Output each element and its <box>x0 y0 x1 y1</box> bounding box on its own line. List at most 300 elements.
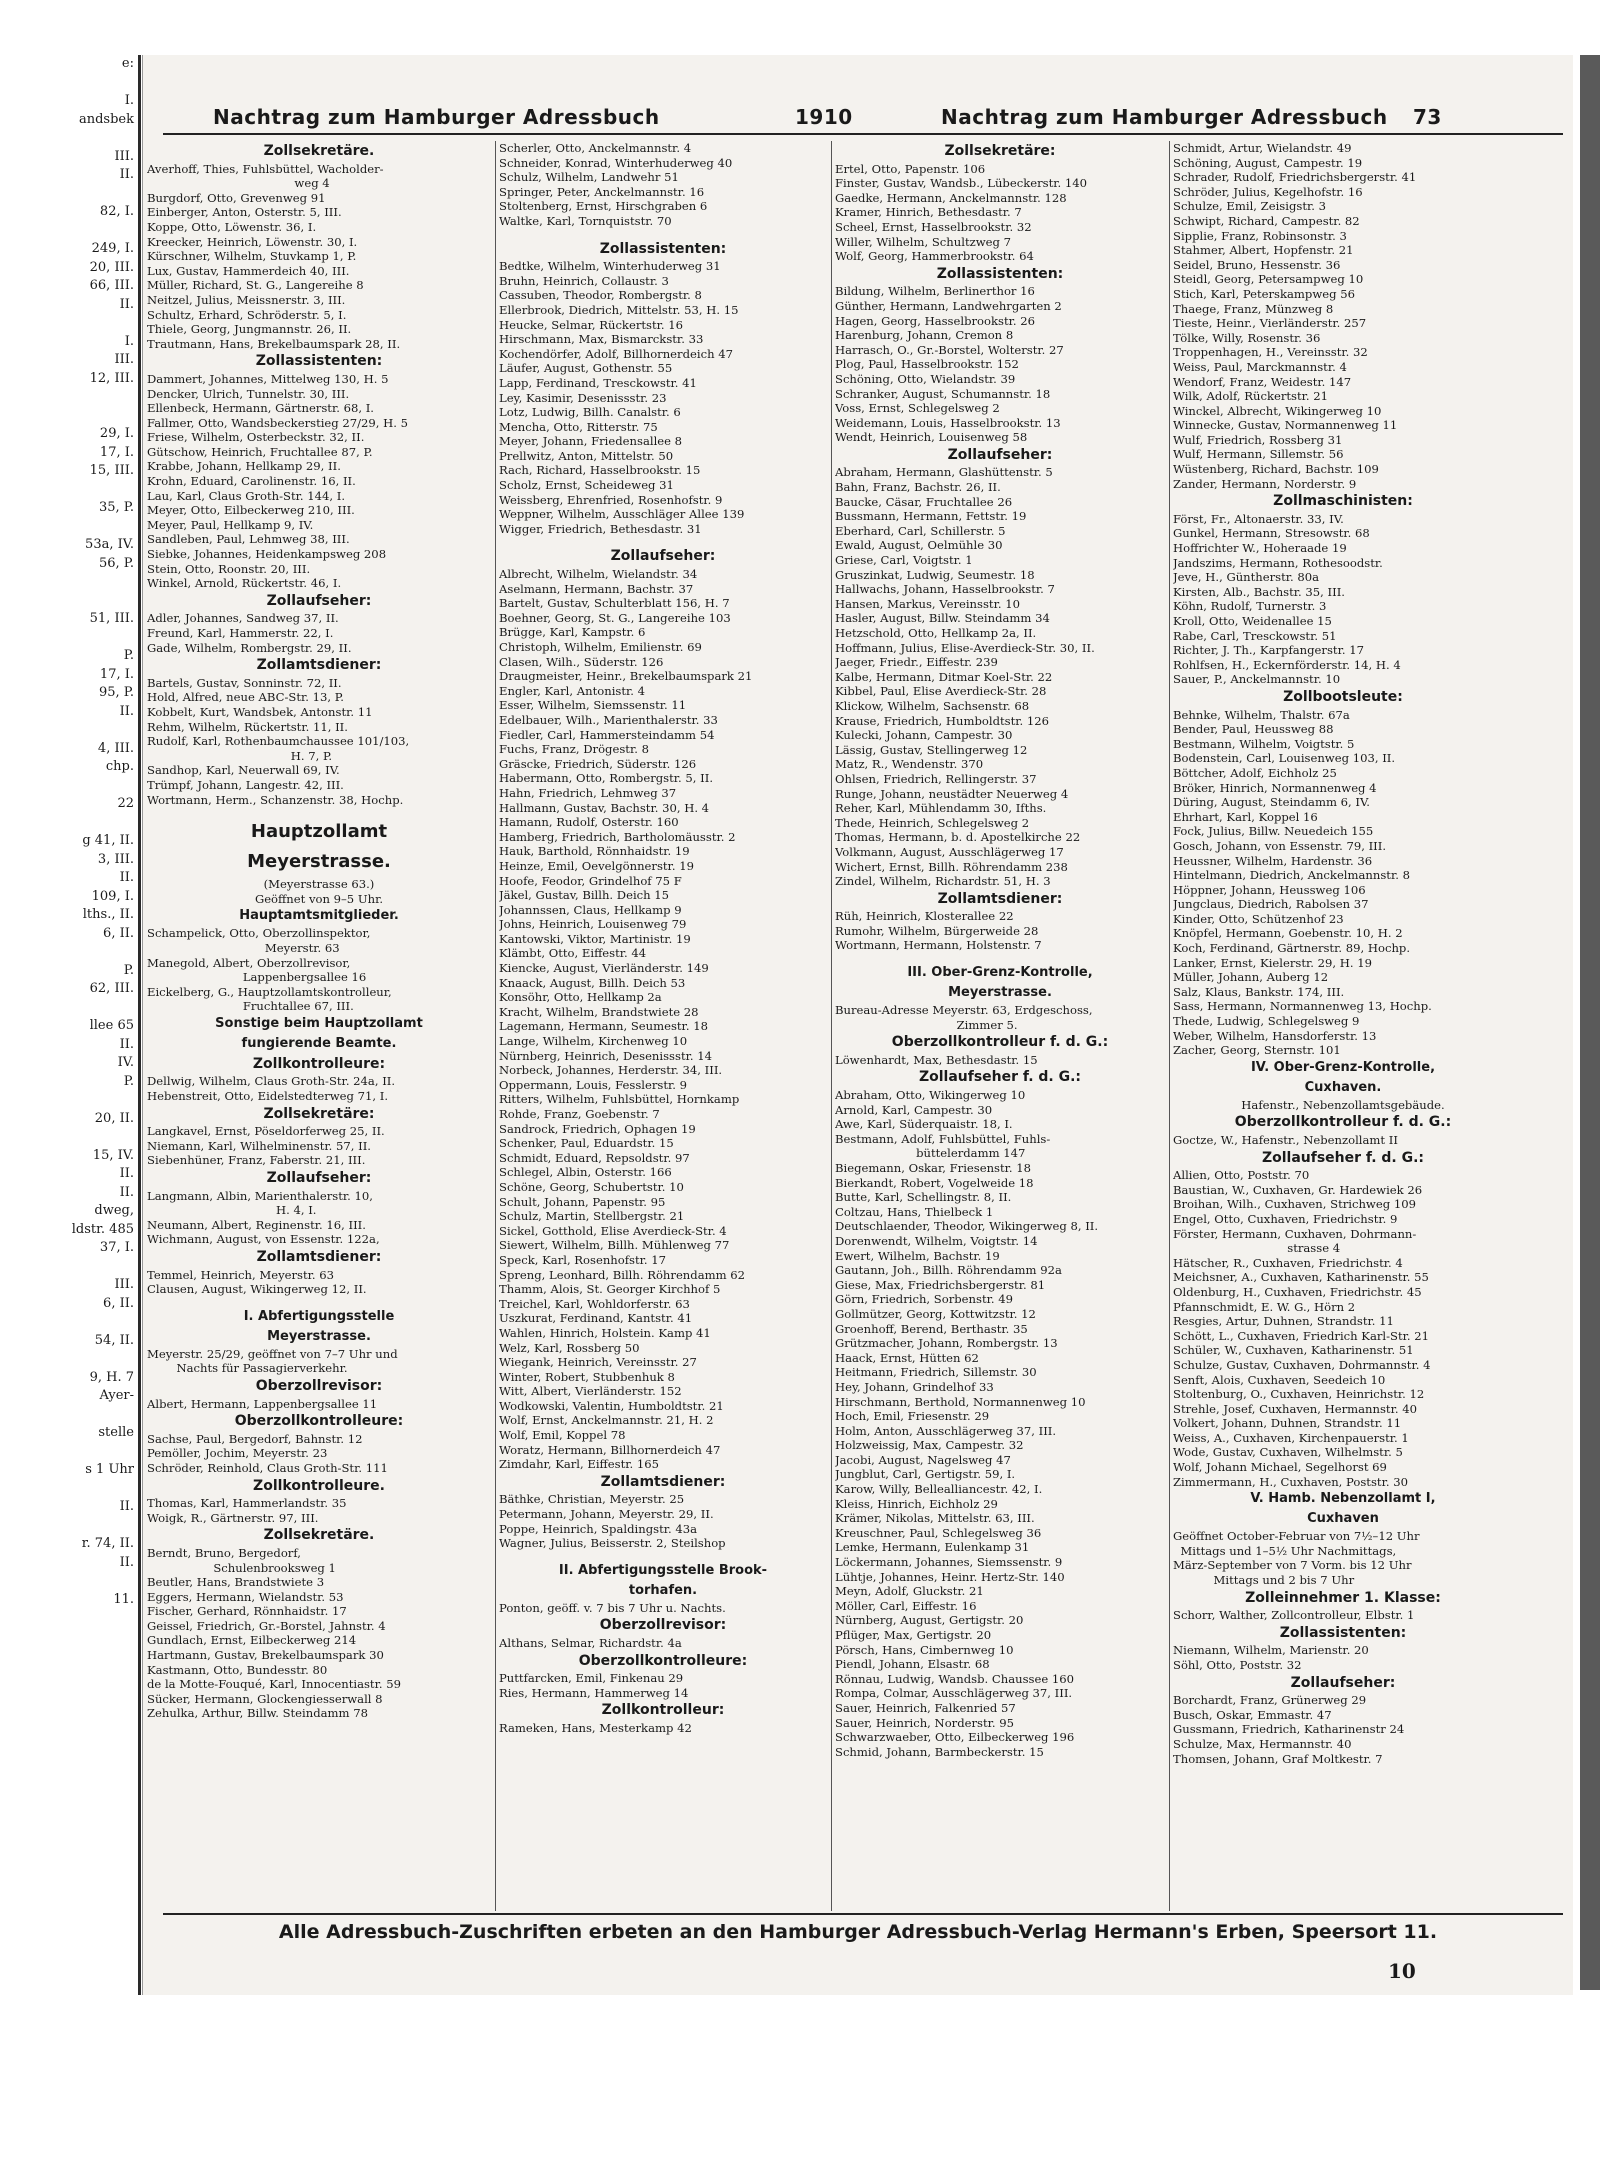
entry-line: Wiegank, Heinrich, Vereinsstr. 27 <box>499 1355 697 1370</box>
entry-line: Weissberg, Ehrenfried, Rosenhofstr. 9 <box>499 492 723 507</box>
margin-fragment <box>0 481 138 500</box>
entry-line: Sass, Hermann, Normannenweg 13, Hochp. <box>1173 999 1432 1014</box>
footer-notice: Alle Adressbuch-Zuschriften erbeten an den Hamburger Adressbuch-Verlag Hermann's Erben, Speersort 11. <box>278 1921 1438 1943</box>
spacer <box>147 807 491 817</box>
entry-line: Harrasch, O., Gr.-Borstel, Wolterstr. 27 <box>835 342 1064 357</box>
entry-line: Eickelberg, G., Hauptzollamtskontrolleur, <box>147 984 392 999</box>
entry-line: Christoph, Wilhelm, Emilienstr. 69 <box>499 640 702 654</box>
entry-line: Bestmann, Adolf, Fuhlsbüttel, Fuhls- <box>835 1131 1051 1146</box>
entry-line: Allien, Otto, Poststr. 70 <box>1173 1168 1310 1183</box>
entry-line: Meyer, Otto, Eilbeckerweg 210, III. <box>147 503 355 518</box>
entry-line: Gundlach, Ernst, Eilbeckerweg 214 <box>147 1633 357 1648</box>
margin-fragment <box>0 814 138 833</box>
margin-fragment: s 1 Uhr <box>85 1462 134 1477</box>
entry-line: Bureau-Adresse Meyerstr. 63, Erdgeschoss, <box>835 1003 1093 1018</box>
section-heading: Zolleinnehmer 1. Klasse: <box>1245 1589 1441 1606</box>
entry-line: Gosch, Johann, von Essenstr. 79, III. <box>1173 838 1387 853</box>
section-heading: IV. Ober-Grenz-Kontrolle, <box>1250 1059 1436 1075</box>
margin-fragment <box>0 388 138 407</box>
margin-fragment: 56, P. <box>98 555 134 571</box>
entry-line: Manegold, Albert, Oberzollrevisor, <box>147 955 351 970</box>
entry-line: Hetzschold, Otto, Hellkamp 2a, II. <box>835 626 1037 640</box>
entry-line: Bahn, Franz, Bachstr. 26, II. <box>835 480 1001 495</box>
section-heading: Zollaufseher: <box>947 446 1053 463</box>
entry-line: Mencha, Otto, Ritterstr. 75 <box>499 419 658 434</box>
entry-line: Krause, Friedrich, Humboldtstr. 126 <box>835 713 1050 728</box>
section-heading: Zollsekretäre. <box>263 1527 375 1544</box>
entry-line: Aselmann, Hermann, Bachstr. 37 <box>499 581 694 596</box>
entry-line: Lapp, Ferdinand, Tresckowstr. 41 <box>499 375 697 390</box>
entry-line: Sickel, Gotthold, Elise Averdieck-Str. 4 <box>499 1223 727 1238</box>
entry-line: Thomas, Hermann, b. d. Apostelkirche 22 <box>835 830 1081 845</box>
entry-line: Giese, Max, Friedrichsbergerstr. 81 <box>835 1277 1046 1292</box>
margin-fragment: 17, I. <box>99 666 134 682</box>
section-heading: Meyerstrasse. <box>948 985 1052 1001</box>
entry-line: Kleiss, Hinrich, Eichholz 29 <box>835 1496 998 1511</box>
margin-fragment: 15, III. <box>89 463 134 478</box>
entry-line: Uszkurat, Ferdinand, Kantstr. 41 <box>499 1311 693 1326</box>
entry-line: Draugmeister, Heinr., Brekelbaumspark 21 <box>499 669 753 684</box>
margin-fragment: e: <box>121 56 134 71</box>
section-heading: Zollaufseher: <box>1290 1674 1396 1691</box>
entry-line: Stoltenburg, O., Cuxhaven, Heinrichstr. 12 <box>1173 1387 1425 1402</box>
section-heading: Zollsekretäre: <box>263 1105 375 1122</box>
entry-line: Löwenhardt, Max, Bethesdastr. 15 <box>835 1052 1038 1067</box>
margin-fragment: 20, II. <box>94 1110 134 1126</box>
entry-line: Boehner, Georg, St. G., Langereihe 103 <box>499 610 731 625</box>
entry-line: Wahlen, Hinrich, Holstein. Kamp 41 <box>499 1325 711 1340</box>
section-heading: Zollamtsdiener: <box>256 657 382 674</box>
entry-line: Langkavel, Ernst, Pöseldorferweg 25, II. <box>147 1124 385 1139</box>
margin-fragment: 37, I. <box>99 1240 134 1255</box>
entry-line: Kreuschner, Paul, Schlegelsweg 36 <box>835 1525 1042 1540</box>
entry-line: Bruhn, Heinrich, Collaustr. 3 <box>499 273 669 288</box>
entry-line: Zander, Hermann, Norderstr. 9 <box>1173 476 1357 491</box>
margin-fragment: 66, III. <box>89 278 134 293</box>
entry-line: Lux, Gustav, Hammerdeich 40, III. <box>147 263 350 278</box>
entry-line: Hoofe, Feodor, Grindelhof 75 F <box>499 873 682 888</box>
entry-line: Hätscher, R., Cuxhaven, Friedrichstr. 4 <box>1173 1255 1403 1270</box>
entry-line: Klickow, Wilhelm, Sachsenstr. 68 <box>835 698 1030 713</box>
section-heading: Hauptzollamt <box>250 821 388 843</box>
entry-line: Fock, Julius, Billw. Neuedeich 155 <box>1173 824 1374 839</box>
entry-line: Albrecht, Wilhelm, Wielandstr. 34 <box>499 567 698 582</box>
entry-line: Sandleben, Paul, Lehmweg 38, III. <box>147 532 350 547</box>
section-heading: Hauptamtsmitglieder. <box>239 908 399 924</box>
entry-line: Gaedke, Hermann, Anckelmannstr. 128 <box>835 190 1067 205</box>
margin-fragment: 62, III. <box>89 981 134 996</box>
entry-line: Wode, Gustav, Cuxhaven, Wilhelmstr. 5 <box>1173 1445 1403 1460</box>
entry-line: Ellerbrook, Diedrich, Mittelstr. 53, H. 15 <box>499 302 739 317</box>
margin-fragment: lths., II. <box>82 907 134 922</box>
entry-line: Gussmann, Friedrich, Katharinenstr 24 <box>1173 1722 1405 1737</box>
section-heading: Zollassistenten: <box>1279 1624 1407 1641</box>
header-left-title: Nachtrag zum Hamburger Adressbuch <box>213 105 660 129</box>
entry-line: Rumohr, Wilhelm, Bürgerweide 28 <box>835 923 1039 938</box>
entry-line: Eggers, Hermann, Wielandstr. 53 <box>147 1589 344 1604</box>
entry-line: Awe, Karl, Süderquaistr. 18, I. <box>835 1117 1013 1132</box>
entry-line: Meyer, Paul, Hellkamp 9, IV. <box>147 517 314 532</box>
entry-line: Lau, Karl, Claus Groth-Str. 144, I. <box>147 488 346 503</box>
entry-line: Salz, Klaus, Bankstr. 174, III. <box>1173 984 1345 999</box>
entry-line: Fruchtallee 67, III. <box>147 999 354 1014</box>
entry-line: Puttfarcken, Emil, Finkenau 29 <box>499 1671 684 1686</box>
entry-line: Grützmacher, Johann, Rombergstr. 13 <box>835 1336 1058 1351</box>
column-divider <box>1169 141 1170 1911</box>
entry-line: Ertel, Otto, Papenstr. 106 <box>835 161 986 176</box>
entry-line: Gade, Wilhelm, Rombergstr. 29, II. <box>147 640 352 655</box>
entry-line: Schrader, Rudolf, Friedrichsbergerstr. 41 <box>1173 170 1417 185</box>
entry-line: Mittags und 2 bis 7 Uhr <box>1173 1573 1355 1588</box>
entry-line: Hallwachs, Johann, Hasselbrookstr. 7 <box>835 582 1055 597</box>
margin-fragment: II. <box>119 1554 134 1570</box>
entry-line: Wortmann, Herm., Schanzenstr. 38, Hochp. <box>147 792 404 807</box>
entry-line: Stoltenberg, Ernst, Hirschgraben 6 <box>499 199 708 214</box>
margin-fragment: Ayer- <box>99 1388 134 1403</box>
margin-fragment: andsbek <box>78 111 134 127</box>
entry-line: Lappenbergsallee 16 <box>147 970 367 985</box>
entry-line: Sauer, Heinrich, Falkenried 57 <box>835 1700 1016 1715</box>
entry-line: Treichel, Karl, Wohldorferstr. 63 <box>499 1296 690 1311</box>
margin-fragment: II. <box>119 1036 134 1052</box>
entry-line: Haack, Ernst, Hütten 62 <box>835 1350 979 1365</box>
entry-line: Nürnberg, August, Gertigstr. 20 <box>835 1613 1024 1628</box>
entry-line: Wolf, Ernst, Anckelmannstr. 21, H. 2 <box>499 1413 714 1428</box>
entry-line: Butte, Karl, Schellingstr. 8, II. <box>835 1190 1012 1205</box>
margin-fragment: 15, IV. <box>92 1147 134 1163</box>
margin-fragment <box>0 1091 138 1110</box>
section-heading: Sonstige beim Hauptzollamt <box>215 1015 423 1031</box>
page-header <box>143 55 1573 135</box>
entry-line: Schüler, W., Cuxhaven, Katharinenstr. 51 <box>1173 1343 1414 1358</box>
entry-line: Gunkel, Hermann, Stresowstr. 68 <box>1173 526 1370 541</box>
section-heading: Zollaufseher: <box>610 548 716 565</box>
entry-line: Heitmann, Friedrich, Sillemstr. 30 <box>835 1365 1037 1380</box>
margin-fragment: 249, I. <box>91 241 134 256</box>
margin-fragment: I. <box>124 333 134 349</box>
entry-line: Rüh, Heinrich, Klosterallee 22 <box>835 909 1014 924</box>
entry-line: Schranker, August, Schumannstr. 18 <box>835 386 1051 401</box>
entry-line: Hagen, Georg, Hasselbrookstr. 26 <box>835 313 1036 328</box>
entry-line: Weidemann, Louis, Hasselbrookstr. 13 <box>835 415 1061 430</box>
entry-line: Jungblut, Carl, Gertigstr. 59, I. <box>835 1467 1016 1482</box>
entry-line: Köhn, Rudolf, Turnerstr. 3 <box>1173 599 1327 614</box>
entry-line: Ewald, August, Oelmühle 30 <box>835 538 1003 553</box>
entry-line: Wulf, Friedrich, Rossberg 31 <box>1173 432 1343 447</box>
margin-fragment: 82, I. <box>99 204 134 219</box>
entry-line: Hahn, Friedrich, Lehmweg 37 <box>499 785 677 800</box>
column-3 <box>835 141 1165 1911</box>
entry-line: Beutler, Hans, Brandstwiete 3 <box>147 1575 325 1590</box>
entry-line: Jäkel, Gustav, Billh. Deich 15 <box>499 888 670 903</box>
margin-fragment: I. <box>124 93 134 108</box>
margin-fragment: II. <box>119 1184 134 1200</box>
section-heading: Zollassistenten: <box>255 353 383 370</box>
section-heading: Zollbootsleute: <box>1283 688 1403 705</box>
entry-line: Sandhop, Karl, Neuerwall 69, IV. <box>147 763 340 778</box>
entry-line: Jandszims, Hermann, Rothesoodstr. <box>1173 555 1383 570</box>
margin-fragment <box>0 1406 138 1425</box>
margin-fragment: 29, I. <box>99 426 134 441</box>
entry-line: Schulz, Wilhelm, Landwehr 51 <box>499 170 679 185</box>
entry-line: Thaege, Franz, Münzweg 8 <box>1173 301 1334 316</box>
entry-line: Lotz, Ludwig, Billh. Canalstr. 6 <box>499 405 681 420</box>
entry-line: Wodkowski, Valentin, Humboldtstr. 21 <box>499 1398 724 1413</box>
entry-line: Schulz, Martin, Stellbergstr. 21 <box>499 1209 685 1224</box>
entry-line: Hansen, Markus, Vereinsstr. 10 <box>835 596 1020 611</box>
entry-line: Thomsen, Johann, Graf Moltkestr. 7 <box>1173 1751 1383 1766</box>
entry-line: Broihan, Wilh., Cuxhaven, Strichweg 109 <box>1173 1197 1416 1212</box>
entry-line: Goctze, W., Hafenstr., Nebenzollamt II <box>1173 1133 1398 1147</box>
section-heading: Zollaufseher f. d. G.: <box>1261 1149 1425 1166</box>
entry-line: Holm, Anton, Ausschlägerweg 37, III. <box>835 1423 1057 1438</box>
entry-line: Winter, Robert, Stubbenhuk 8 <box>499 1369 675 1384</box>
margin-fragment: chp. <box>105 759 134 774</box>
entry-line: Düring, August, Steindamm 6, IV. <box>1173 795 1370 810</box>
entry-line: Cassuben, Theodor, Rombergstr. 8 <box>499 288 702 303</box>
entry-line: Heucke, Selmar, Rückertstr. 16 <box>499 317 684 332</box>
entry-line: Ehrhart, Karl, Koppel 16 <box>1173 809 1318 824</box>
entry-line: Wüstenberg, Richard, Bachstr. 109 <box>1173 462 1379 477</box>
entry-line: Hirschmann, Max, Bismarckstr. 33 <box>499 332 704 347</box>
entry-line: Tölke, Willy, Rosenstr. 36 <box>1173 330 1321 345</box>
entry-line: Bäthke, Christian, Meyerstr. 25 <box>499 1492 685 1507</box>
entry-line: Dorenwendt, Wilhelm, Voigtstr. 14 <box>835 1233 1038 1248</box>
section-heading: Cuxhaven <box>1307 1511 1379 1527</box>
spacer <box>499 1551 827 1561</box>
margin-fragment <box>0 1480 138 1499</box>
header-rule <box>163 133 1563 135</box>
section-heading: Zollaufseher: <box>266 1170 372 1187</box>
margin-fragment: II. <box>119 296 134 312</box>
entry-line: Rönnau, Ludwig, Wandsb. Chaussee 160 <box>835 1671 1075 1686</box>
entry-line: Busch, Oskar, Emmastr. 47 <box>1173 1707 1332 1722</box>
entry-line: Siewert, Wilhelm, Billh. Mühlenweg 77 <box>499 1238 730 1253</box>
entry-line: Thamm, Alois, St. Georger Kirchhof 5 <box>499 1282 721 1297</box>
margin-fragment: ldstr. 485 <box>71 1221 134 1237</box>
section-heading: Zollkontrolleure: <box>252 1055 386 1072</box>
margin-fragment <box>0 74 138 93</box>
section-heading: Zollmaschinisten: <box>1273 493 1413 510</box>
entry-line: Kirsten, Alb., Bachstr. 35, III. <box>1173 584 1345 599</box>
entry-line: Schöning, Otto, Wielandstr. 39 <box>835 371 1016 386</box>
section-heading: Zollaufseher: <box>266 592 372 609</box>
entry-line: Lühtje, Johannes, Heinr. Hertz-Str. 140 <box>835 1569 1065 1584</box>
entry-line: Woratz, Hermann, Billhornerdeich 47 <box>499 1442 721 1457</box>
section-heading: V. Hamb. Nebenzollamt I, <box>1250 1491 1436 1507</box>
margin-fragment: II. <box>119 167 134 182</box>
section-note: (Meyerstrasse 63.) <box>263 877 375 892</box>
margin-fragment: 109, I. <box>91 888 134 904</box>
entry-line: Baustian, W., Cuxhaven, Gr. Hardewiek 26 <box>1173 1182 1423 1197</box>
entry-line: Schwipt, Richard, Campestr. 82 <box>1173 213 1360 228</box>
entry-line: Biegemann, Oskar, Friesenstr. 18 <box>835 1161 1032 1175</box>
entry-line: Schmidt, Eduard, Repsoldstr. 97 <box>499 1150 690 1165</box>
entry-line: Steidl, Georg, Petersampweg 10 <box>1173 272 1364 287</box>
entry-line: Clasen, Wilh., Süderstr. 126 <box>499 654 664 669</box>
entry-line: Winnecke, Gustav, Normannenweg 11 <box>1173 418 1398 433</box>
section-heading: Zollkontrolleur: <box>601 1702 725 1719</box>
entry-line: Heinze, Emil, Oevelgönnerstr. 19 <box>499 858 694 873</box>
margin-fragment <box>0 573 138 592</box>
entry-line: Thede, Heinrich, Schlegelsweg 2 <box>835 815 1030 830</box>
entry-line: Arnold, Karl, Campestr. 30 <box>835 1102 993 1117</box>
entry-line: Gütschow, Heinrich, Fruchtallee 87, P. <box>147 444 373 459</box>
entry-line: Wulf, Hermann, Sillemstr. 56 <box>1173 447 1344 462</box>
entry-line: Günther, Hermann, Landwehrgarten 2 <box>835 298 1062 313</box>
entry-line: Woigk, R., Gärtnerstr. 97, III. <box>147 1510 319 1525</box>
entry-line: Zimdahr, Karl, Eiffestr. 165 <box>499 1457 660 1472</box>
entry-line: Burgdorf, Otto, Grevenweg 91 <box>147 190 326 205</box>
entry-line: Schröder, Reinhold, Claus Groth-Str. 111 <box>147 1460 388 1475</box>
footer-number: 10 <box>1388 1959 1416 1983</box>
entry-line: Pörsch, Hans, Cimbernweg 10 <box>835 1642 1014 1657</box>
entry-line: Meyn, Adolf, Gluckstr. 21 <box>835 1584 984 1599</box>
entry-line: Krabbe, Johann, Hellkamp 29, II. <box>147 459 341 474</box>
margin-fragment <box>0 1258 138 1277</box>
entry-line: Pemöller, Jochim, Meyerstr. 23 <box>147 1446 328 1461</box>
margin-fragment: stelle <box>98 1425 134 1440</box>
entry-line: Spreng, Leonhard, Billh. Röhrendamm 62 <box>499 1267 746 1282</box>
entry-line: Harenburg, Johann, Cremon 8 <box>835 328 1014 343</box>
section-heading: fungierende Beamte. <box>241 1035 397 1051</box>
entry-line: Jeve, H., Güntherstr. 80a <box>1173 570 1320 585</box>
spacer <box>147 1297 491 1307</box>
entry-line: Hold, Alfred, neue ABC-Str. 13, P. <box>147 690 344 705</box>
column-4 <box>1173 141 1513 1911</box>
section-heading: III. Ober-Grenz-Kontrolle, <box>907 965 1093 981</box>
entry-line: Stein, Otto, Roonstr. 20, III. <box>147 561 311 576</box>
spacer <box>835 953 1165 963</box>
entry-line: Gollmützer, Georg, Kottwitzstr. 12 <box>835 1306 1036 1321</box>
entry-line: Schmid, Johann, Barmbeckerstr. 15 <box>835 1744 1044 1759</box>
entry-line: Hauk, Barthold, Rönnhaidstr. 19 <box>499 844 690 859</box>
entry-line: Troppenhagen, H., Vereinsstr. 32 <box>1173 345 1368 360</box>
entry-line: Welz, Karl, Rossberg 50 <box>499 1340 640 1355</box>
entry-line: Ellenbeck, Hermann, Gärtnerstr. 68, I. <box>147 401 374 416</box>
entry-line: Einberger, Anton, Osterstr. 5, III. <box>147 205 342 220</box>
entry-line: Jungclaus, Diedrich, Rabolsen 37 <box>1173 897 1369 912</box>
entry-line: Schöning, August, Campestr. 19 <box>1173 155 1363 170</box>
entry-line: Klämbt, Otto, Eiffestr. 44 <box>499 946 647 961</box>
entry-line: Hirschmann, Berthold, Normannenweg 10 <box>835 1394 1086 1409</box>
entry-line: Seidel, Bruno, Hessenstr. 36 <box>1173 257 1341 272</box>
entry-line: Winkel, Arnold, Rückertstr. 46, I. <box>147 576 342 591</box>
entry-line: Plog, Paul, Hasselbrookstr. 152 <box>835 357 1019 372</box>
entry-line: Lagemann, Hermann, Seumestr. 18 <box>499 1019 708 1034</box>
entry-line: Görn, Friedrich, Sorbenstr. 49 <box>835 1292 1013 1307</box>
section-heading: Oberzollrevisor: <box>255 1377 383 1394</box>
entry-line: Edelbauer, Wilh., Marienthalerstr. 33 <box>499 712 718 727</box>
entry-line: Schlegel, Albin, Osterstr. 166 <box>499 1165 672 1180</box>
entry-line: Wolf, Emil, Koppel 78 <box>499 1428 626 1443</box>
margin-fragment <box>0 314 138 333</box>
entry-line: Siebke, Johannes, Heidenkampsweg 208 <box>147 547 387 562</box>
entry-line: Kracht, Wilhelm, Brandstwiete 28 <box>499 1004 699 1019</box>
entry-line: Brügge, Karl, Kampstr. 6 <box>499 625 646 640</box>
entry-line: Runge, Johann, neustädter Neuerweg 4 <box>835 786 1069 801</box>
scan-edge-right <box>1580 55 1600 1990</box>
entry-line: Krohn, Eduard, Carolinenstr. 16, II. <box>147 474 356 489</box>
entry-line: Lange, Wilhelm, Kirchenweg 10 <box>499 1034 688 1049</box>
entry-line: Zimmermann, H., Cuxhaven, Poststr. 30 <box>1173 1474 1408 1489</box>
entry-line: Neitzel, Julius, Meissnerstr. 3, III. <box>147 292 346 307</box>
entry-line: Schenker, Paul, Eduardstr. 15 <box>499 1136 674 1151</box>
entry-line: Kalbe, Hermann, Ditmar Koel-Str. 22 <box>835 669 1053 684</box>
entry-line: Weber, Wilhelm, Hansdorferstr. 13 <box>1173 1028 1377 1043</box>
margin-fragment <box>0 777 138 796</box>
entry-line: Petermann, Johann, Meyerstr. 29, II. <box>499 1507 714 1522</box>
entry-line: Rabe, Carl, Tresckowstr. 51 <box>1173 628 1337 643</box>
entry-line: Schött, L., Cuxhaven, Friedrich Karl-Str. 21 <box>1173 1328 1430 1343</box>
entry-line: Behnke, Wilhelm, Thalstr. 67a <box>1173 707 1350 722</box>
margin-fragment: 6, II. <box>103 1295 134 1311</box>
entry-line: Mittags und 1–5½ Uhr Nachmittags, <box>1173 1543 1397 1558</box>
entry-line: Meichsner, A., Cuxhaven, Katharinenstr. 55 <box>1173 1270 1429 1285</box>
margin-fragment: 95, P. <box>98 685 134 700</box>
entry-line: Läufer, August, Gothenstr. 55 <box>499 361 673 376</box>
margin-fragment: 4, III. <box>97 740 134 756</box>
entry-line: Oppermann, Louis, Fesslerstr. 9 <box>499 1077 688 1092</box>
entry-line: Kulecki, Johann, Campestr. 30 <box>835 728 1013 743</box>
entry-line: Meyerstr. 63 <box>147 940 340 955</box>
margin-fragment: 54, II. <box>94 1332 134 1348</box>
entry-line: Lanker, Ernst, Kielerstr. 29, H. 19 <box>1173 955 1373 970</box>
entry-line: Siebenhüner, Franz, Faberstr. 21, III. <box>147 1153 366 1168</box>
entry-line: Knöpfel, Hermann, Goebenstr. 10, H. 2 <box>1173 926 1403 941</box>
entry-line: Wolf, Georg, Hammerbrookstr. 64 <box>835 249 1034 264</box>
margin-fragment: 12, III. <box>89 370 134 386</box>
entry-line: Clausen, August, Wikingerweg 12, II. <box>147 1282 367 1297</box>
section-heading: Meyerstrasse. <box>247 851 391 873</box>
entry-line: Bestmann, Wilhelm, Voigtstr. 5 <box>1173 736 1355 751</box>
entry-line: Förster, Hermann, Cuxhaven, Dohrmann- <box>1173 1226 1417 1241</box>
entry-line: Speck, Karl, Rosenhofstr. 17 <box>499 1252 667 1267</box>
entry-line: Esser, Wilhelm, Siemssenstr. 11 <box>499 698 687 713</box>
section-note: Geöffnet von 9–5 Uhr. <box>254 891 384 906</box>
entry-line: Althans, Selmar, Richardstr. 4a <box>499 1636 682 1650</box>
entry-line: Schampelick, Otto, Oberzollinspektor, <box>147 926 371 941</box>
section-heading: Zollamtsdiener: <box>600 1473 726 1490</box>
footer-rule <box>163 1913 1563 1915</box>
entry-line: Ohlsen, Friedrich, Rellingerstr. 37 <box>835 771 1037 786</box>
margin-fragment: II. <box>119 1499 134 1514</box>
margin-fragment <box>0 1313 138 1332</box>
entry-line: Bildung, Wilhelm, Berlinerthor 16 <box>835 284 1035 299</box>
margin-fragment: r. 74, II. <box>81 1536 134 1551</box>
margin-fragment: P. <box>123 962 134 978</box>
header-right-title: Nachtrag zum Hamburger Adressbuch <box>941 105 1388 129</box>
entry-line: Müller, Richard, St. G., Langereihe 8 <box>147 278 364 293</box>
entry-line: Matz, R., Wendenstr. 370 <box>835 757 984 772</box>
spacer <box>499 536 827 546</box>
entry-line: Kramer, Hinrich, Bethesdastr. 7 <box>835 205 1022 220</box>
entry-line: Löckermann, Johannes, Siemssenstr. 9 <box>835 1555 1063 1570</box>
entry-line: Berndt, Bruno, Bergedorf, <box>147 1545 301 1560</box>
entry-line: Kürschner, Wilhelm, Stuvkamp 1, P. <box>147 249 357 264</box>
entry-line: Albert, Hermann, Lappenbergsallee 11 <box>147 1396 378 1411</box>
entry-line: Dencker, Ulrich, Tunnelstr. 30, III. <box>147 386 350 401</box>
entry-line: Rudolf, Karl, Rothenbaumchaussee 101/103, <box>147 734 410 749</box>
entry-line: Thomas, Karl, Hammerlandstr. 35 <box>147 1496 347 1511</box>
entry-line: Kastmann, Otto, Bundesstr. 80 <box>147 1662 328 1677</box>
entry-line: Wichmann, August, von Essenstr. 122a, <box>147 1232 380 1247</box>
margin-fragment: llee 65 <box>89 1018 134 1033</box>
margin-fragment <box>0 1128 138 1147</box>
entry-line: Sandrock, Friedrich, Ophagen 19 <box>499 1121 696 1136</box>
entry-line: Wagner, Julius, Beisserstr. 2, Steilshop <box>499 1536 726 1551</box>
margin-fragment: II. <box>119 703 134 719</box>
